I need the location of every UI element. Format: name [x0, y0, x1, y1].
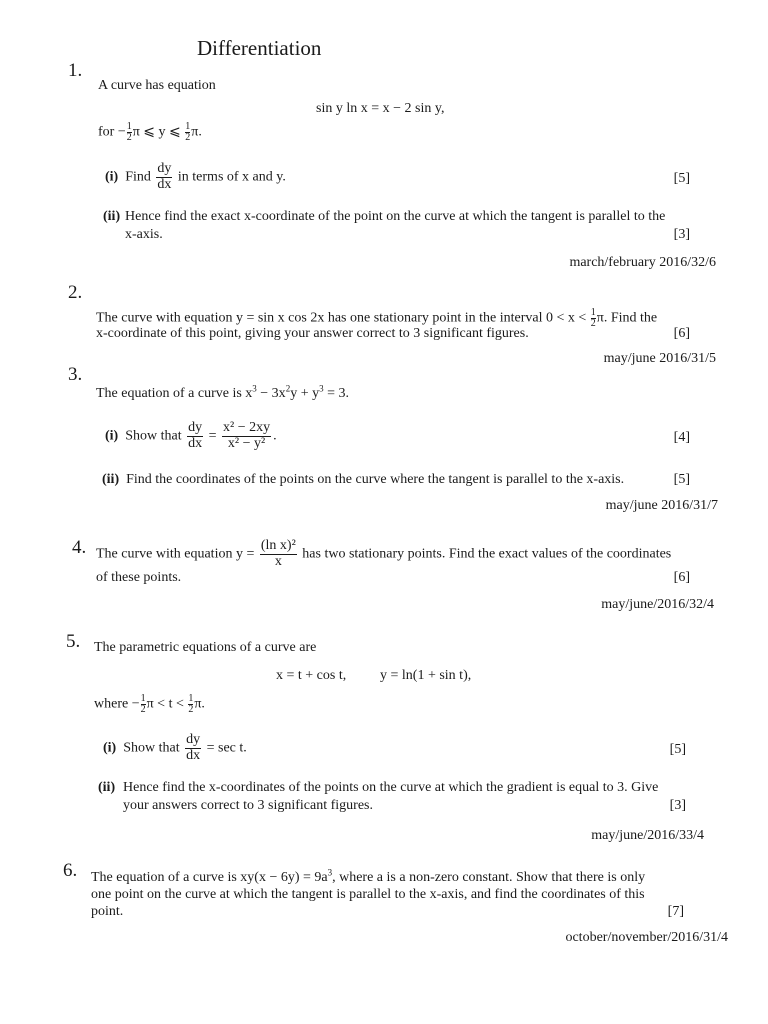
- question-1-number: 1.: [68, 60, 83, 81]
- question-4-number: 4.: [72, 537, 87, 558]
- q4-source: may/june/2016/32/4: [601, 597, 714, 612]
- q1-part-i-marks: [5]: [673, 171, 690, 186]
- q1-source: march/february 2016/32/6: [569, 255, 716, 270]
- q2-line2: x-coordinate of this point, giving your answer correct to 3 significant figures.: [96, 326, 529, 341]
- q5-eq-y: y = ln(1 + sin t),: [380, 668, 472, 683]
- question-6-number: 6.: [63, 860, 78, 881]
- page-title: Differentiation: [197, 36, 322, 60]
- q2-source: may/june 2016/31/5: [603, 351, 716, 366]
- question-5-number: 5.: [66, 631, 81, 652]
- q3-stem: The equation of a curve is $x^3 - 3x^2y + y^3 = 3$.: [96, 383, 349, 401]
- q6-source: october/november/2016/31/4: [565, 930, 728, 945]
- q2-marks: [6]: [673, 326, 690, 341]
- q2-line1: The curve with equation y = sin x cos 2x has one stationary point in the interval 0 < x < $\frac{1}{2}$ π. Find the: [96, 307, 658, 329]
- q1-part-ii-label: (ii): [103, 209, 121, 224]
- q6-line1: The equation of a curve is $xy(x - 6y) = 9a^3$, where a is a non-zero constant. Show that there is only: [91, 867, 646, 885]
- q5-source: may/june/2016/33/4: [591, 828, 704, 843]
- q6-line2: one point on the curve at which the tangent is parallel to the x-axis, and find the coordinates of this: [91, 887, 645, 902]
- q5-domain: where − $\frac{1}{2}$ π < t < $\frac{1}{2}$ π.: [94, 693, 205, 715]
- q3-part-i: (i) Show that $\frac{dy}{dx}$ = $\frac{\text{x² − 2xy}}{\text{x² − y²}}$ .: [105, 420, 277, 451]
- question-2-number: 2.: [68, 282, 83, 303]
- q5-part-i: (i) Show that $\frac{dy}{dx}$ = sec t.: [103, 732, 247, 763]
- q3-part-ii-marks: [5]: [673, 472, 690, 487]
- q1-part-ii-line1: Hence find the exact x-coordinate of the point on the curve at which the tangent is parallel to the: [125, 209, 666, 224]
- q1-part-ii-line2: x-axis.: [125, 227, 163, 242]
- q6-line3: point.: [91, 904, 124, 919]
- q1-domain: for − $\frac{1}{2}$ π ⩽ y ⩽ $\frac{1}{2}$ π.: [98, 121, 202, 143]
- q3-part-i-marks: [4]: [673, 430, 690, 445]
- q5-part-ii-label: (ii): [98, 780, 116, 795]
- q5-part-ii-marks: [3]: [669, 798, 686, 813]
- q4-marks: [6]: [673, 570, 690, 585]
- q5-intro: The parametric equations of a curve are: [94, 640, 317, 655]
- q4-line2: of these points.: [96, 570, 182, 585]
- q3-source: may/june 2016/31/7: [605, 498, 718, 513]
- q1-part-i: (i) Find $\frac{dy}{dx}$ in terms of x and y.: [105, 161, 286, 192]
- q4-line1: The curve with equation y = $\frac{\text{(ln x)²}}{x}$ has two stationary points. Find the exact values of the coordinates: [96, 538, 672, 569]
- q5-part-ii-line2: your answers correct to 3 significant figures.: [123, 798, 373, 813]
- question-3-number: 3.: [68, 364, 83, 385]
- q6-marks: [7]: [667, 904, 684, 919]
- q5-eq-x: x = t + cos t,: [276, 668, 347, 683]
- q3-part-ii: (ii) Find the coordinates of the points on the curve where the tangent is parallel to the x-axis.: [102, 472, 625, 487]
- q1-equation: sin y ln x = x − 2 sin y,: [316, 101, 445, 116]
- q5-part-ii-line1: Hence find the x-coordinates of the points on the curve at which the gradient is equal to 3. Give: [123, 780, 659, 795]
- q1-part-ii-marks: [3]: [673, 227, 690, 242]
- q1-intro: A curve has equation: [98, 78, 216, 93]
- q5-part-i-marks: [5]: [669, 742, 686, 757]
